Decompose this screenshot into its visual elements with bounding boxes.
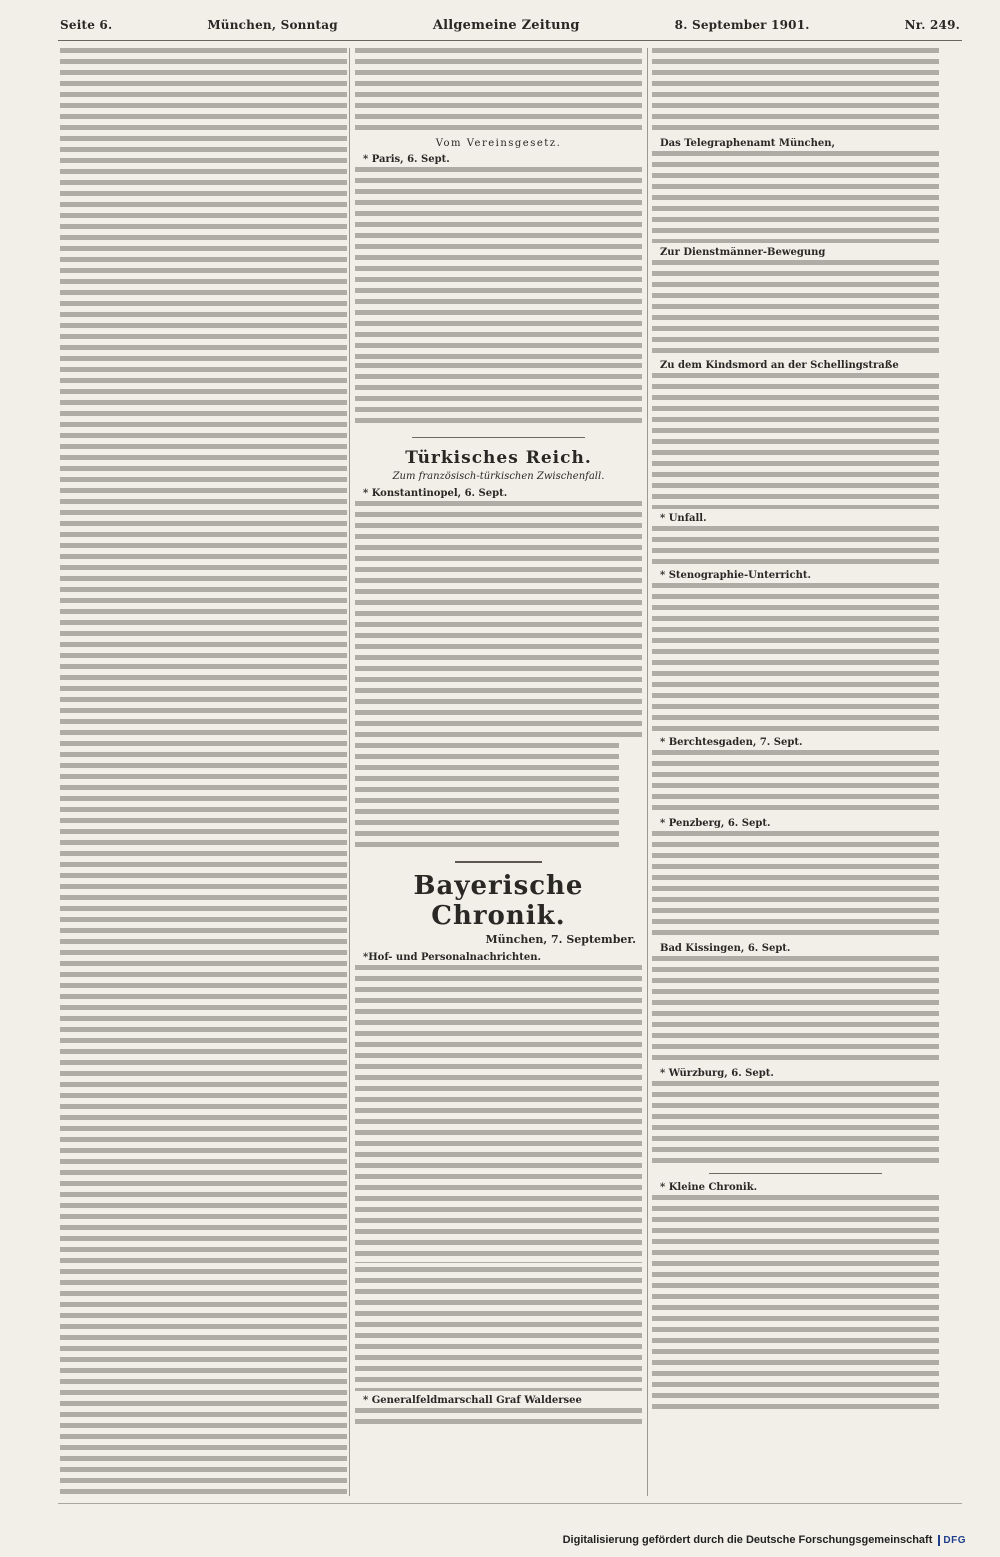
place-and-day: München, Sonntag [207,18,338,32]
column-divider [647,48,648,1496]
digitization-credit [563,1534,966,1546]
news-item-telegraph: Das Telegraphenamt München, [660,138,835,149]
text-block [355,965,642,1263]
news-item-wuerzburg: * Würzburg, 6. Sept. [660,1068,774,1079]
dateline: München, 7. September. [485,933,636,946]
news-item-kissingen: Bad Kissingen, 6. Sept. [660,943,791,954]
section-heading-reich: Türkisches Reich. [405,448,592,468]
credit-text: Digitalisierung gefördert durch die Deutsche Forschungsgemeinschaft [562,1534,933,1546]
text-block [652,1195,939,1415]
page-header [60,18,960,40]
dfg-logo-icon: DFG [938,1535,966,1546]
news-item-paris: * Paris, 6. Sept. [363,154,450,165]
section-divider [412,437,584,438]
news-item-hof: *Hof- und Personalnachrichten. [363,952,541,963]
text-block [355,167,642,359]
text-block [355,743,619,853]
footer-rule [58,1503,962,1504]
text-block [652,48,939,134]
news-item-konstantinopel: * Konstantinopel, 6. Sept. [363,488,508,499]
column-divider [349,48,350,1496]
section-subheading: Zum französisch-türkischen Zwischenfall. [392,471,605,482]
text-block [355,501,642,739]
column-2 [355,48,642,1496]
section-divider [455,861,541,863]
news-item-berchtesgaden: * Berchtesgaden, 7. Sept. [660,737,803,748]
text-block [652,750,939,814]
issue-number: Nr. 249. [904,18,960,32]
text-block [652,260,939,356]
text-block [355,1408,642,1428]
text-block [652,151,939,243]
news-item-stenographie: * Stenographie-Unterricht. [660,570,811,581]
news-item-waldersee: * Generalfeldmarschall Graf Waldersee [363,1395,582,1406]
news-item-kleine-chronik: * Kleine Chronik. [660,1182,758,1193]
text-block [355,48,642,132]
section-heading-verein: Vom Vereinsgesetz. [435,138,562,149]
column-3 [652,48,939,1496]
text-block [652,831,939,939]
news-item-penzberg: * Penzberg, 6. Sept. [660,818,771,829]
text-block [652,373,939,509]
column-1 [60,48,347,1496]
section-heading-chronik: Bayerische Chronik. [413,871,584,931]
newspaper-title: Allgemeine Zeitung [432,18,580,33]
text-block [652,583,939,733]
news-item-kindsmord: Zu dem Kindsmord an der Schellingstraße [660,360,899,371]
page-number: Seite 6. [60,18,113,32]
text-block [652,1081,939,1165]
header-rule [58,40,962,41]
text-block [60,48,347,1496]
issue-date: 8. September 1901. [674,18,810,32]
section-divider [709,1173,881,1174]
text-block [652,956,939,1064]
text-block [355,1267,642,1391]
text-block [355,363,642,429]
text-block [652,526,939,566]
news-item-unfall: * Unfall. [660,513,707,524]
news-item-dienstmaenner: Zur Dienstmänner-Bewegung [660,247,826,258]
